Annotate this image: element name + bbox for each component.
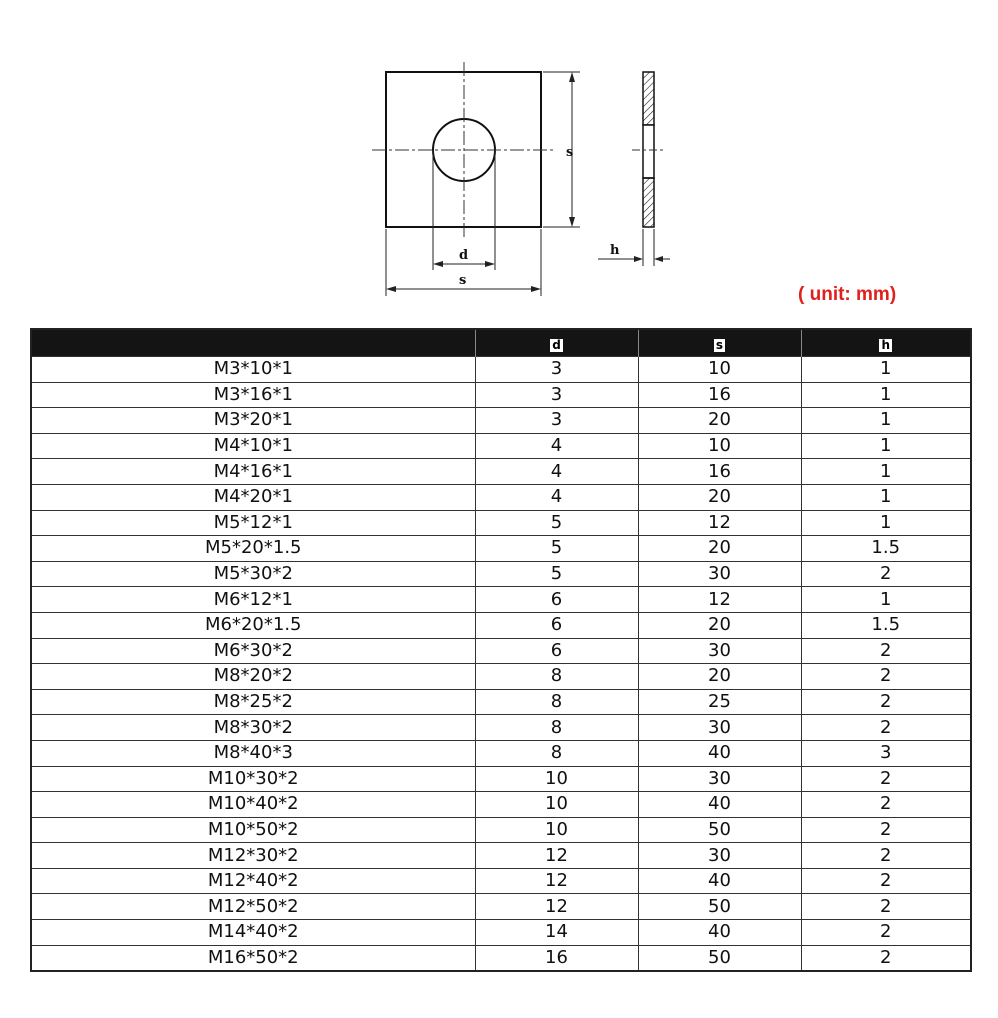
cell-s: 12: [638, 587, 801, 613]
front-view: [372, 62, 580, 296]
table-row: [31, 817, 971, 843]
cell-s: 40: [638, 740, 801, 766]
cell-h: 2: [801, 945, 971, 971]
cell-s: 10: [638, 433, 801, 459]
cell-spec: M10*50*2: [31, 817, 475, 843]
cell-h: 2: [801, 792, 971, 818]
d-label: d: [459, 248, 469, 263]
cell-spec: M4*20*1: [31, 484, 475, 510]
s-vertical-arrow-bottom: [569, 217, 575, 227]
cell-h: 2: [801, 843, 971, 869]
table-row: [31, 587, 971, 613]
table-row: [31, 638, 971, 664]
cell-spec: M3*20*1: [31, 408, 475, 434]
table-row: [31, 715, 971, 741]
cell-spec: M10*40*2: [31, 792, 475, 818]
cell-s: 16: [638, 459, 801, 485]
table-row: [31, 843, 971, 869]
cell-spec: M6*20*1.5: [31, 612, 475, 638]
cell-spec: M6*12*1: [31, 587, 475, 613]
cell-spec: M4*16*1: [31, 459, 475, 485]
cell-h: 3: [801, 740, 971, 766]
cell-d: 10: [475, 792, 638, 818]
cell-h: 1: [801, 408, 971, 434]
d-arrow-right: [485, 261, 495, 267]
header-d-label: d: [552, 337, 561, 352]
cell-s: 50: [638, 894, 801, 920]
cell-s: 20: [638, 536, 801, 562]
cell-d: 6: [475, 587, 638, 613]
cell-h: 2: [801, 664, 971, 690]
h-arrow-right: [654, 256, 663, 262]
table-row: [31, 894, 971, 920]
cell-h: 2: [801, 868, 971, 894]
header-d: [475, 329, 638, 357]
cell-s: 30: [638, 638, 801, 664]
cell-d: 10: [475, 766, 638, 792]
table-row: [31, 868, 971, 894]
header-s-label: s: [715, 337, 724, 352]
cell-s: 20: [638, 664, 801, 690]
cell-h: 1: [801, 587, 971, 613]
table-row: [31, 920, 971, 946]
cell-s: 30: [638, 766, 801, 792]
cell-s: 30: [638, 715, 801, 741]
cell-s: 10: [638, 357, 801, 383]
cell-d: 8: [475, 740, 638, 766]
s-horizontal-label: s: [459, 273, 467, 288]
side-view: [598, 72, 670, 266]
cell-s: 25: [638, 689, 801, 715]
table-body: [31, 357, 971, 972]
cell-h: 2: [801, 920, 971, 946]
cell-spec: M12*50*2: [31, 894, 475, 920]
cell-spec: M8*30*2: [31, 715, 475, 741]
cell-spec: M12*40*2: [31, 868, 475, 894]
cell-spec: M5*20*1.5: [31, 536, 475, 562]
cell-spec: M14*40*2: [31, 920, 475, 946]
cell-d: 6: [475, 612, 638, 638]
s-vertical-label: s: [566, 145, 574, 160]
table-row: [31, 510, 971, 536]
s-vertical-arrow-top: [569, 72, 575, 82]
cell-d: 4: [475, 459, 638, 485]
s-horizontal-arrow-left: [386, 286, 396, 292]
cell-h: 2: [801, 638, 971, 664]
cell-spec: M8*20*2: [31, 664, 475, 690]
cell-h: 2: [801, 561, 971, 587]
cell-d: 8: [475, 664, 638, 690]
cell-s: 50: [638, 817, 801, 843]
cell-d: 5: [475, 510, 638, 536]
table-row: [31, 740, 971, 766]
washer-technical-drawing: [0, 0, 998, 320]
table-row: [31, 459, 971, 485]
header-spec: [31, 329, 475, 357]
cell-h: 1: [801, 510, 971, 536]
cell-h: 1: [801, 484, 971, 510]
cell-d: 12: [475, 843, 638, 869]
cell-h: 2: [801, 715, 971, 741]
cell-h: 1: [801, 382, 971, 408]
cell-s: 30: [638, 843, 801, 869]
cell-h: 1.5: [801, 612, 971, 638]
table-header-row: [31, 329, 971, 357]
cell-d: 6: [475, 638, 638, 664]
cell-d: 10: [475, 817, 638, 843]
table-row: [31, 612, 971, 638]
cell-spec: M10*30*2: [31, 766, 475, 792]
cell-spec: M12*30*2: [31, 843, 475, 869]
header-h: [801, 329, 971, 357]
table-row: [31, 945, 971, 971]
cell-d: 14: [475, 920, 638, 946]
table-row: [31, 408, 971, 434]
cell-d: 3: [475, 357, 638, 383]
cell-d: 12: [475, 894, 638, 920]
table-row: [31, 382, 971, 408]
cell-h: 2: [801, 894, 971, 920]
table-row: [31, 792, 971, 818]
d-arrow-left: [433, 261, 443, 267]
cell-s: 30: [638, 561, 801, 587]
h-arrow-left: [634, 256, 643, 262]
side-hole-section: [643, 125, 654, 178]
cell-h: 1: [801, 357, 971, 383]
header-s: [638, 329, 801, 357]
cell-d: 3: [475, 382, 638, 408]
table-row: [31, 484, 971, 510]
cell-spec: M8*40*3: [31, 740, 475, 766]
cell-h: 2: [801, 817, 971, 843]
cell-spec: M5*30*2: [31, 561, 475, 587]
table-row: [31, 664, 971, 690]
washer-size-table: [30, 328, 972, 972]
cell-s: 20: [638, 612, 801, 638]
cell-s: 50: [638, 945, 801, 971]
cell-d: 5: [475, 536, 638, 562]
cell-s: 40: [638, 792, 801, 818]
cell-d: 16: [475, 945, 638, 971]
cell-s: 20: [638, 408, 801, 434]
cell-spec: M4*10*1: [31, 433, 475, 459]
s-horizontal-arrow-right: [531, 286, 541, 292]
cell-h: 1.5: [801, 536, 971, 562]
table-row: [31, 561, 971, 587]
cell-d: 4: [475, 433, 638, 459]
cell-spec: M6*30*2: [31, 638, 475, 664]
cell-spec: M3*16*1: [31, 382, 475, 408]
table-row: [31, 689, 971, 715]
cell-d: 8: [475, 715, 638, 741]
cell-d: 3: [475, 408, 638, 434]
cell-d: 12: [475, 868, 638, 894]
table-row: [31, 357, 971, 383]
cell-h: 1: [801, 433, 971, 459]
cell-h: 1: [801, 459, 971, 485]
cell-d: 8: [475, 689, 638, 715]
h-label: h: [610, 243, 620, 258]
cell-s: 12: [638, 510, 801, 536]
cell-s: 40: [638, 920, 801, 946]
cell-spec: M5*12*1: [31, 510, 475, 536]
table-row: [31, 766, 971, 792]
table-row: [31, 536, 971, 562]
cell-d: 4: [475, 484, 638, 510]
cell-s: 40: [638, 868, 801, 894]
cell-h: 2: [801, 689, 971, 715]
side-lower-section: [643, 178, 654, 227]
table-row: [31, 433, 971, 459]
cell-d: 5: [475, 561, 638, 587]
unit-note: ( unit: mm): [798, 284, 897, 305]
cell-s: 20: [638, 484, 801, 510]
cell-spec: M16*50*2: [31, 945, 475, 971]
cell-h: 2: [801, 766, 971, 792]
cell-spec: M3*10*1: [31, 357, 475, 383]
header-h-label: h: [881, 337, 891, 352]
table-header: [31, 329, 971, 357]
side-upper-section: [643, 72, 654, 125]
cell-spec: M8*25*2: [31, 689, 475, 715]
cell-s: 16: [638, 382, 801, 408]
